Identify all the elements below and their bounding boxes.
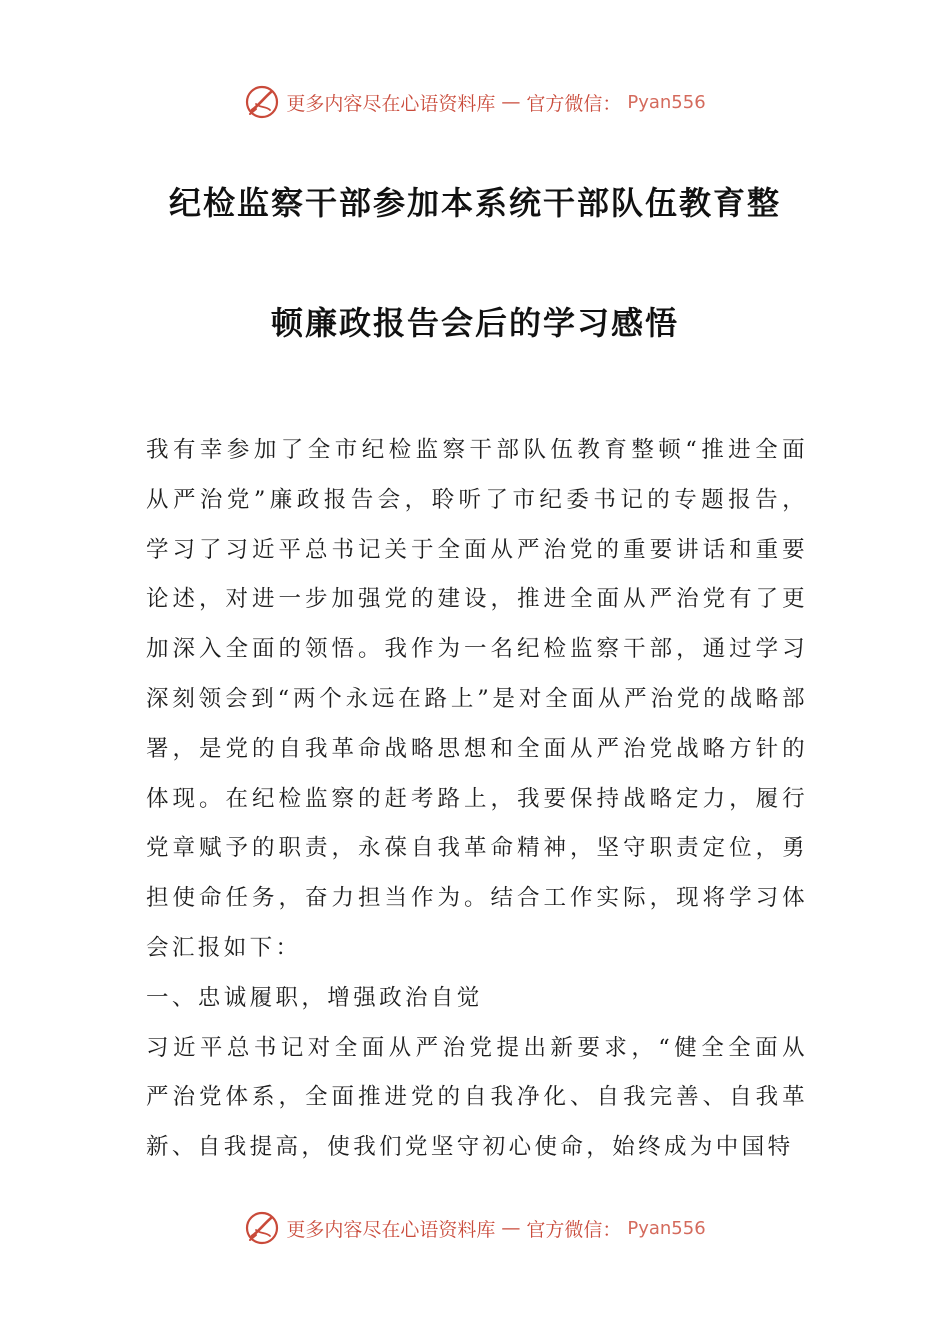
watermark-footer (0, 1208, 950, 1248)
document-title-line1: 纪检监察干部参加本系统干部队伍教育整 (168, 184, 781, 222)
watermark-header (0, 82, 950, 122)
watermark-dash: — (501, 91, 521, 113)
watermark-contact-label: 官方微信： (526, 92, 622, 115)
watermark-contact-label: 官方微信： (526, 1218, 622, 1241)
watermark-brand: 更多内容尽在心语资料库 (286, 92, 496, 115)
section-heading-1: 一、忠诚履职，增强政治自觉 (146, 984, 483, 1011)
pen-signature-icon (244, 1210, 280, 1246)
watermark-dash: — (501, 1217, 521, 1239)
watermark-brand: 更多内容尽在心语资料库 (286, 1218, 496, 1241)
pen-signature-icon (244, 84, 280, 120)
body-paragraph-section1: 习近平总书记对全面从严治党提出新要求，“健全全面从严治党体系，全面推进党的自我净化、自我完善、自我革新、自我提高，使我们党坚守初心使命，始终成为中国特 (146, 1034, 808, 1161)
document-title-line2: 顿廉政报告会后的学习感悟 (270, 304, 679, 342)
body-paragraph-intro: 我有幸参加了全市纪检监察干部队伍教育整顿“推进全面从严治党”廉政报告会，聆听了市纪委书记的专题报告，学习了习近平总书记关于全面从严治党的重要讲话和重要论述，对进一步加强党的建设，推进全面从严治党有了更加深入全面的领悟。我作为一名纪检监察干部，通过学习深刻领会到“两个永远在路上”是对全面从严治党的战略部署，是党的自我革命战略思想和全面从严治党战略方针的体现。在纪检监察的赶考路上，我要保持战略定力，履行党章赋予的职责，永葆自我革命精神，坚守职责定位，勇担使命任务，奋力担当作为。结合工作实际，现将学习体会汇报如下： (146, 437, 808, 961)
watermark-contact-id: Pyan556 (627, 1217, 706, 1239)
document-body (146, 426, 808, 1173)
watermark-contact-id: Pyan556 (627, 91, 706, 113)
